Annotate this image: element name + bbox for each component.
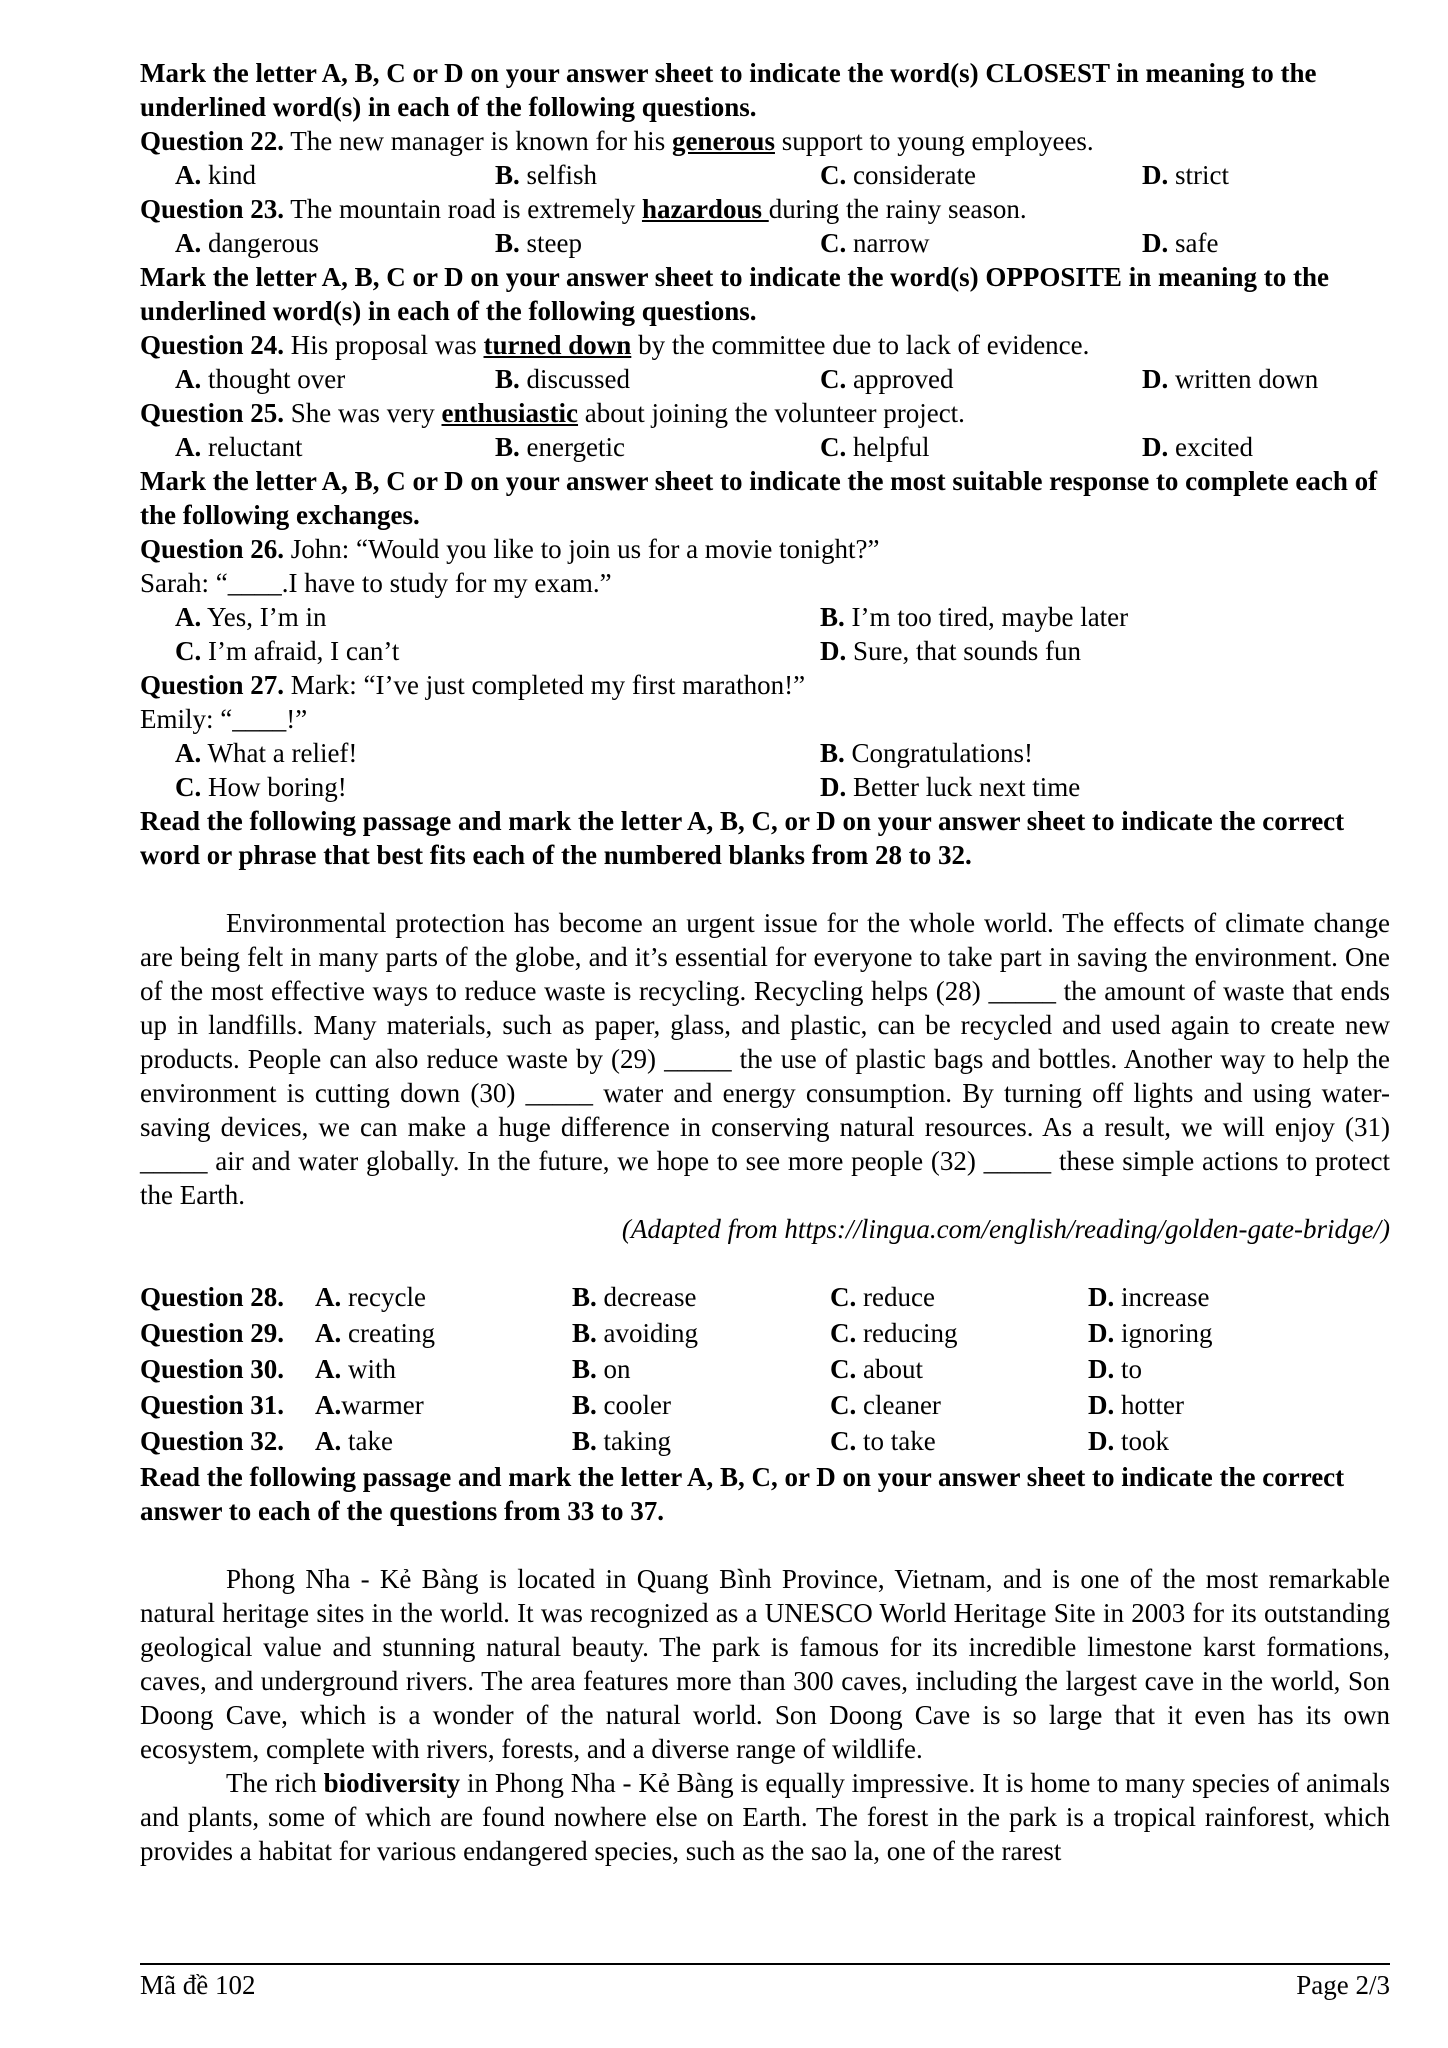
exam-code: Mã đề 102 (140, 1970, 256, 2000)
question-25: Question 25. She was very enthusiastic about joining the volunteer project. (140, 398, 965, 428)
underlined-word: hazardous (641, 194, 769, 224)
footer-divider (140, 1963, 1390, 1965)
reading-paragraph-1: Phong Nha - Kẻ Bàng is located in Quang Bình Province, Vietnam, and is one of the most remarkable natural heritage sites in the world. It was recognized as a UNESCO World Heritage Site in 2003 for its outstanding geological value and stunning natural beauty. The park is famous for its incredible limestone karst formations, caves, and underground rivers. The area features more than 300 caves, including the largest cave in the world, Son Doong Cave, which is a wonder of the natural world. Son Doong Cave is so large that it even has its own ecosystem, complete with rivers, forests, and a diverse range of wildlife. (140, 1564, 1390, 1764)
question-24: Question 24. His proposal was turned down by the committee due to lack of evidence. (140, 330, 1090, 360)
option-d[interactable]: D. took (1088, 1426, 1170, 1456)
option-a[interactable]: A. thought over (175, 364, 346, 394)
option-a[interactable]: A. with (315, 1354, 397, 1384)
options-27-row2 (140, 770, 1390, 804)
question-32: Question 32. A. take B. taking C. to take D. took (140, 1426, 1170, 1456)
option-d[interactable]: D. Better luck next time (820, 772, 1081, 802)
question-26-response: Sarah: “____.I have to study for my exam.” (140, 568, 612, 598)
section-instruction-cloze: Read the following passage and mark the letter A, B, C, or D on your answer sheet to indicate the correct word or phrase that best fits each of the numbered blanks from 28 to 32. (140, 806, 1345, 870)
option-a[interactable]: A. creating (315, 1318, 435, 1348)
bold-term: biodiversity (323, 1768, 461, 1798)
option-b[interactable]: B. discussed (495, 364, 631, 394)
section-instruction-exchanges: Mark the letter A, B, C or D on your answer sheet to indicate the most suitable response to complete each of the following exchanges. (140, 466, 1378, 530)
option-d[interactable]: D. ignoring (1088, 1318, 1213, 1348)
option-b[interactable]: B. taking (572, 1426, 672, 1456)
option-c[interactable]: C. I’m afraid, I can’t (175, 636, 400, 666)
options-22 (140, 158, 1390, 192)
question-27-response: Emily: “____!” (140, 704, 308, 734)
option-a[interactable]: A.warmer (315, 1390, 424, 1420)
option-a[interactable]: A. What a relief! (175, 738, 358, 768)
options-27-row1 (140, 736, 1390, 770)
question-27: Question 27. Mark: “I’ve just completed my first marathon!” (140, 670, 806, 700)
option-d[interactable]: D. written down (1142, 364, 1319, 394)
option-b[interactable]: B. I’m too tired, maybe later (820, 602, 1129, 632)
option-c[interactable]: C. considerate (820, 160, 976, 190)
question-22: Question 22. The new manager is known for his generous support to young employees. (140, 126, 1094, 156)
page-number: Page 2/3 (1296, 1970, 1390, 2000)
option-d[interactable]: D. strict (1142, 160, 1229, 190)
question-23: Question 23. The mountain road is extremely hazardous during the rainy season. (140, 194, 1027, 224)
section-instruction-closest: Mark the letter A, B, C or D on your answer sheet to indicate the word(s) CLOSEST in meaning to the underlined word(s) in each of the following questions. (140, 58, 1317, 122)
option-c[interactable]: C. to take (830, 1426, 936, 1456)
options-26-row1 (140, 600, 1390, 634)
option-b[interactable]: B. steep (495, 228, 582, 258)
underlined-word: enthusiastic (441, 398, 579, 428)
option-b[interactable]: B. decrease (572, 1282, 697, 1312)
options-26-row2 (140, 634, 1390, 668)
option-d[interactable]: D. to (1088, 1354, 1143, 1384)
reading-paragraph-2: The rich biodiversity in Phong Nha - Kẻ Bàng is equally impressive. It is home to many species of animals and plants, some of which are found nowhere else on Earth. The forest in the park is a tropical rainforest, which provides a habitat for various endangered species, such as the sao la, one of the rarest (140, 1768, 1391, 1866)
option-d[interactable]: D. increase (1088, 1282, 1210, 1312)
question-30: Question 30. A. with B. on C. about D. to (140, 1354, 1143, 1384)
exam-page (140, 56, 1390, 1868)
option-a[interactable]: A. take (315, 1426, 393, 1456)
option-d[interactable]: D. safe (1142, 228, 1219, 258)
option-c[interactable]: C. about (830, 1354, 923, 1384)
underlined-word: generous (671, 126, 775, 156)
option-b[interactable]: B. avoiding (572, 1318, 699, 1348)
option-c[interactable]: C. reducing (830, 1318, 958, 1348)
option-d[interactable]: D. Sure, that sounds fun (820, 636, 1081, 666)
option-b[interactable]: B. selfish (495, 160, 598, 190)
option-b[interactable]: B. Congratulations! (820, 738, 1033, 768)
option-b[interactable]: B. energetic (495, 432, 625, 462)
passage-source: (Adapted from https://lingua.com/english/reading/golden-gate-bridge/) (621, 1214, 1390, 1244)
option-c[interactable]: C. helpful (820, 432, 930, 462)
question-26: Question 26. John: “Would you like to join us for a movie tonight?” (140, 534, 880, 564)
option-b[interactable]: B. cooler (572, 1390, 671, 1420)
cloze-passage: Environmental protection has become an urgent issue for the whole world. The effects of climate change are being felt in many parts of the globe, and it’s essential for everyone to take part in saving the environment. One of the most effective ways to reduce waste is recycling. Recycling helps (28) _____ the amount of waste that ends up in landfills. Many materials, such as paper, glass, and plastic, can be recycled and used again to create new products. People can also reduce waste by (29) _____ the use of plastic bags and bottles. Another way to help the environment is cutting down (30) _____ water and energy consumption. By turning off lights and using water-saving devices, we can make a huge difference in conserving natural resources. As a result, we will enjoy (31) _____ air and water globally. In the future, we hope to see more people (32) _____ these simple actions to protect the Earth. (140, 908, 1390, 1210)
underlined-word: turned down (483, 330, 632, 360)
option-a[interactable]: A. recycle (315, 1282, 426, 1312)
option-a[interactable]: A. dangerous (175, 228, 319, 258)
option-d[interactable]: D. excited (1142, 432, 1253, 462)
option-c[interactable]: C. cleaner (830, 1390, 941, 1420)
option-a[interactable]: A. kind (175, 160, 257, 190)
option-a[interactable]: A. Yes, I’m in (175, 602, 327, 632)
question-29: Question 29. A. creating B. avoiding C. reducing D. ignoring (140, 1318, 1213, 1348)
option-c[interactable]: C. narrow (820, 228, 930, 258)
option-d[interactable]: D. hotter (1088, 1390, 1184, 1420)
question-28: Question 28. A. recycle B. decrease C. reduce D. increase (140, 1282, 1210, 1312)
option-c[interactable]: C. reduce (830, 1282, 935, 1312)
options-25 (140, 430, 1390, 464)
option-b[interactable]: B. on (572, 1354, 631, 1384)
option-c[interactable]: C. approved (820, 364, 954, 394)
option-c[interactable]: C. How boring! (175, 772, 347, 802)
options-24 (140, 362, 1390, 396)
option-a[interactable]: A. reluctant (175, 432, 303, 462)
options-23 (140, 226, 1390, 260)
section-instruction-reading: Read the following passage and mark the letter A, B, C, or D on your answer sheet to indicate the correct answer to each of the questions from 33 to 37. (140, 1462, 1345, 1526)
section-instruction-opposite: Mark the letter A, B, C or D on your answer sheet to indicate the word(s) OPPOSITE in meaning to the underlined word(s) in each of the following questions. (140, 262, 1329, 326)
question-31: Question 31. A.warmer B. cooler C. cleaner D. hotter (140, 1390, 1184, 1420)
